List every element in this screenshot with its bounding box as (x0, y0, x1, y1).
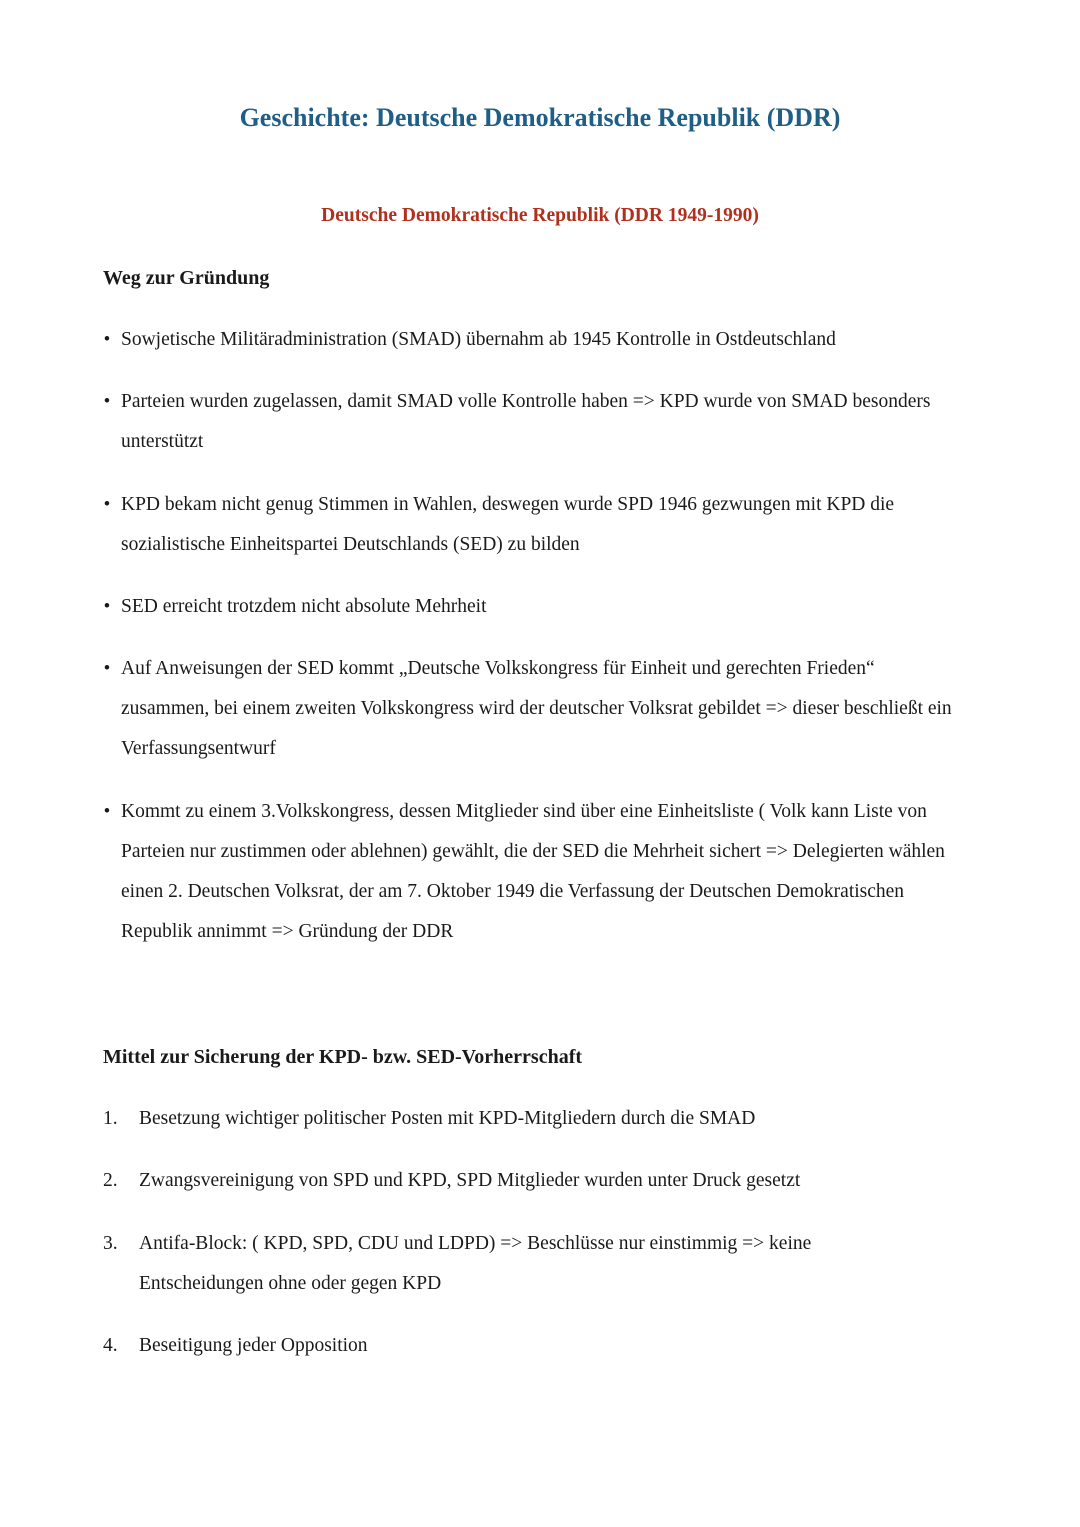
bullet-marker: • (103, 658, 111, 679)
list-item-text: Auf Anweisungen der SED kommt „Deutsche Volkskongress für Einheit und gerechten Frieden“ zusammen, bei einem zweiten Volkskongress wird der deutscher Volksrat gebildet => dieser beschließt ein Verfassungsentwurf (121, 658, 952, 759)
list-number: 2. (103, 1170, 118, 1191)
list-item-text: Kommt zu einem 3.Volkskongress, dessen Mitglieder sind über eine Einheitsliste ( Volk kann Liste von Parteien nur zustimmen oder ablehnen) gewählt, die der SED die Mehrheit sichert => Delegierten wählen einen 2. Deutschen Volksrat, der am 7. Oktober 1949 die Verfassung der Deutschen Demokratischen Republik annimmt => Gründung der DDR (121, 801, 945, 942)
section-heading-weg-zur-gruendung: Weg zur Gründung (103, 267, 270, 289)
list-number: 4. (103, 1335, 118, 1356)
bullet-marker: • (103, 801, 111, 822)
section-heading-mittel-zur-sicherung: Mittel zur Sicherung der KPD- bzw. SED-Vorherrschaft (103, 1046, 583, 1068)
list-item-text: Beseitigung jeder Opposition (139, 1335, 368, 1356)
document-title: Geschichte: Deutsche Demokratische Republik (DDR) (239, 103, 841, 132)
bullet-marker: • (103, 329, 111, 350)
bullet-marker: • (103, 494, 111, 515)
list-item-text: Antifa-Block: ( KPD, SPD, CDU und LDPD) => Beschlüsse nur einstimmig => keine Entscheidungen ohne oder gegen KPD (139, 1233, 812, 1294)
list-number: 3. (103, 1233, 118, 1254)
list-item-text: SED erreicht trotzdem nicht absolute Mehrheit (121, 596, 487, 617)
list-item-text: Parteien wurden zugelassen, damit SMAD volle Kontrolle haben => KPD wurde von SMAD besonders unterstützt (121, 391, 931, 452)
list-item-text: Besetzung wichtiger politischer Posten mit KPD-Mitgliedern durch die SMAD (139, 1108, 756, 1129)
list-number: 1. (103, 1108, 118, 1129)
document-subtitle: Deutsche Demokratische Republik (DDR 1949-1990) (321, 205, 759, 226)
bullet-marker: • (103, 391, 111, 412)
list-item-text: Sowjetische Militäradministration (SMAD) übernahm ab 1945 Kontrolle in Ostdeutschland (121, 329, 836, 350)
bullet-marker: • (103, 596, 111, 617)
list-item-text: Zwangsvereinigung von SPD und KPD, SPD Mitglieder wurden unter Druck gesetzt (139, 1170, 801, 1191)
list-item-text: KPD bekam nicht genug Stimmen in Wahlen, deswegen wurde SPD 1946 gezwungen mit KPD die sozialistische Einheitspartei Deutschlands (SED) zu bilden (121, 494, 895, 555)
